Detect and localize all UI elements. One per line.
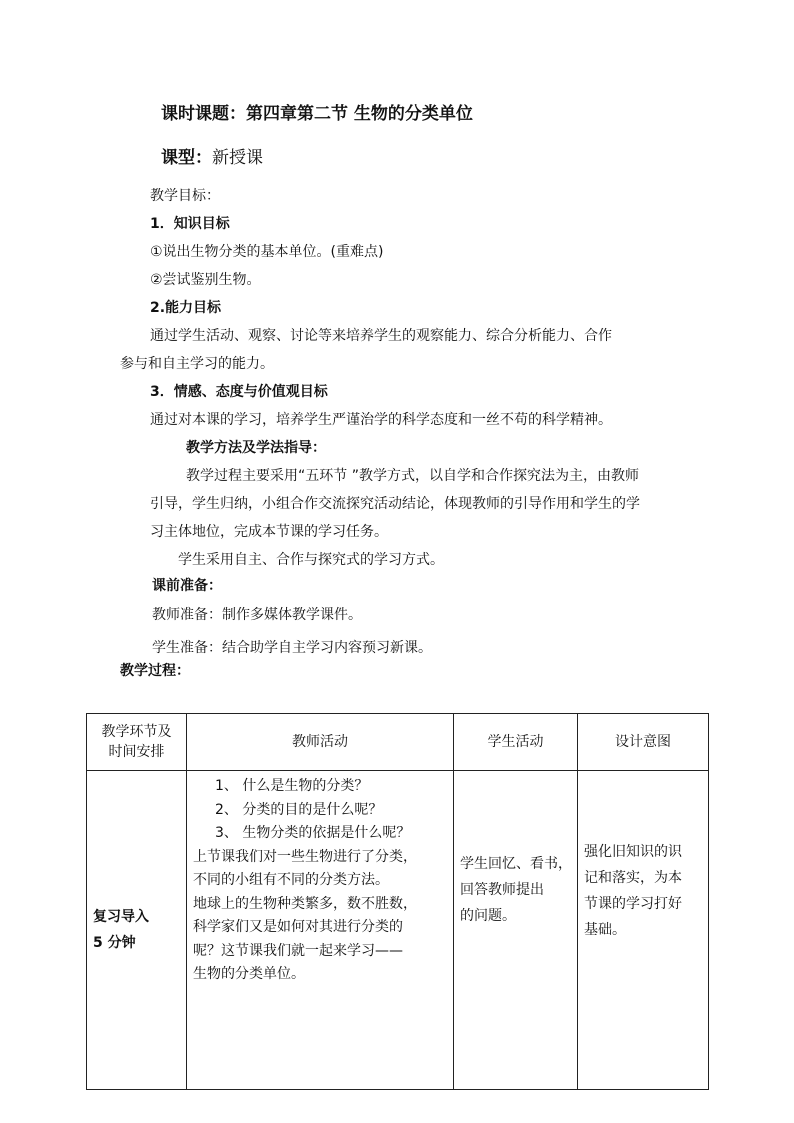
emotion-heading: 3．情感、态度与价值观目标 [150,384,328,400]
lesson-type-value: 新授课 [212,148,263,168]
knowledge-item: ②尝试鉴别生物。 [150,272,261,288]
teacher-question: 1、 什么是生物的分类？ [215,778,369,794]
knowledge-item: ①说出生物分类的基本单位。(重难点) [150,244,384,260]
methods-line: 教学过程主要采用“五环节 ”教学方式，以自学和合作探究法为主，由教师 [186,468,639,484]
preparation-teacher: 教师准备：制作多媒体教学课件。 [152,607,362,623]
student-activity-cell [454,771,578,1090]
methods-line: 引导，学生归纳，小组合作交流探究活动结论，体现教师的引导作用和学生的学 [150,496,640,512]
teacher-line: 生物的分类单位。 [193,966,305,982]
header-student: 学生活动 [454,714,578,771]
student-line: 学生回忆、看书， [460,856,572,872]
emotion-text: 通过对本课的学习，培养学生严谨治学的科学态度和一丝不苟的科学精神。 [150,412,612,428]
design-intent-cell [578,771,709,1090]
student-line: 回答教师提出 [460,882,544,898]
header-stage-line: 时间安排 [108,744,165,760]
knowledge-heading: 1．知识目标 [150,216,230,232]
teacher-line: 上节课我们对一些生物进行了分类， [193,848,417,865]
table-row [87,771,709,1090]
teacher-question: 3、 生物分类的依据是什么呢？ [215,825,411,841]
teacher-question: 2、 分类的目的是什么呢？ [215,801,383,818]
lesson-type [161,146,263,170]
header-design: 设计意图 [578,714,709,771]
student-line: 的问题。 [460,908,516,924]
methods-line: 习主体地位，完成本节课的学习任务。 [150,524,388,540]
teacher-line: 地球上的生物种类繁多，数不胜数， [193,895,417,912]
lesson-type-label: 课型： [161,148,212,168]
design-line: 基础。 [584,922,626,938]
preparation-student: 学生准备：结合助学自主学习内容预习新课。 [152,640,432,656]
objectives-heading: 教学目标： [150,188,220,204]
design-line: 记和落实，为本 [584,870,682,886]
stage-name: 复习导入 [93,909,149,925]
design-line: 强化旧知识的识 [584,844,682,860]
lesson-title-value: 第四章第二节 生物的分类单位 [246,104,473,124]
ability-line: 通过学生活动、观察、讨论等来培养学生的观察能力、综合分析能力、合作 [150,328,612,344]
process-heading: 教学过程： [120,663,190,679]
ability-line: 参与和自主学习的能力。 [120,356,274,372]
header-stage [87,714,187,771]
teacher-activity-cell [187,771,454,1090]
design-line: 节课的学习打好 [584,896,682,912]
lesson-title [161,102,473,126]
preparation-heading: 课前准备： [152,578,222,594]
teacher-line: 不同的小组有不同的分类方法。 [193,872,389,888]
stage-cell [87,771,187,1090]
lesson-title-label: 课时课题： [161,104,246,124]
header-stage-line: 教学环节及 [101,724,172,740]
teaching-process-table [86,713,709,1090]
ability-heading: 2.能力目标 [150,300,222,316]
teacher-line: 呢？这节课我们就一起来学习—— [193,942,403,959]
methods-heading: 教学方法及学法指导： [186,440,326,456]
header-teacher: 教师活动 [187,714,454,771]
stage-duration: 5 分钟 [93,935,136,951]
table-header-row [87,714,709,771]
teacher-line: 科学家们又是如何对其进行分类的 [193,919,403,935]
methods-student-line: 学生采用自主、合作与探究式的学习方式。 [178,552,444,568]
